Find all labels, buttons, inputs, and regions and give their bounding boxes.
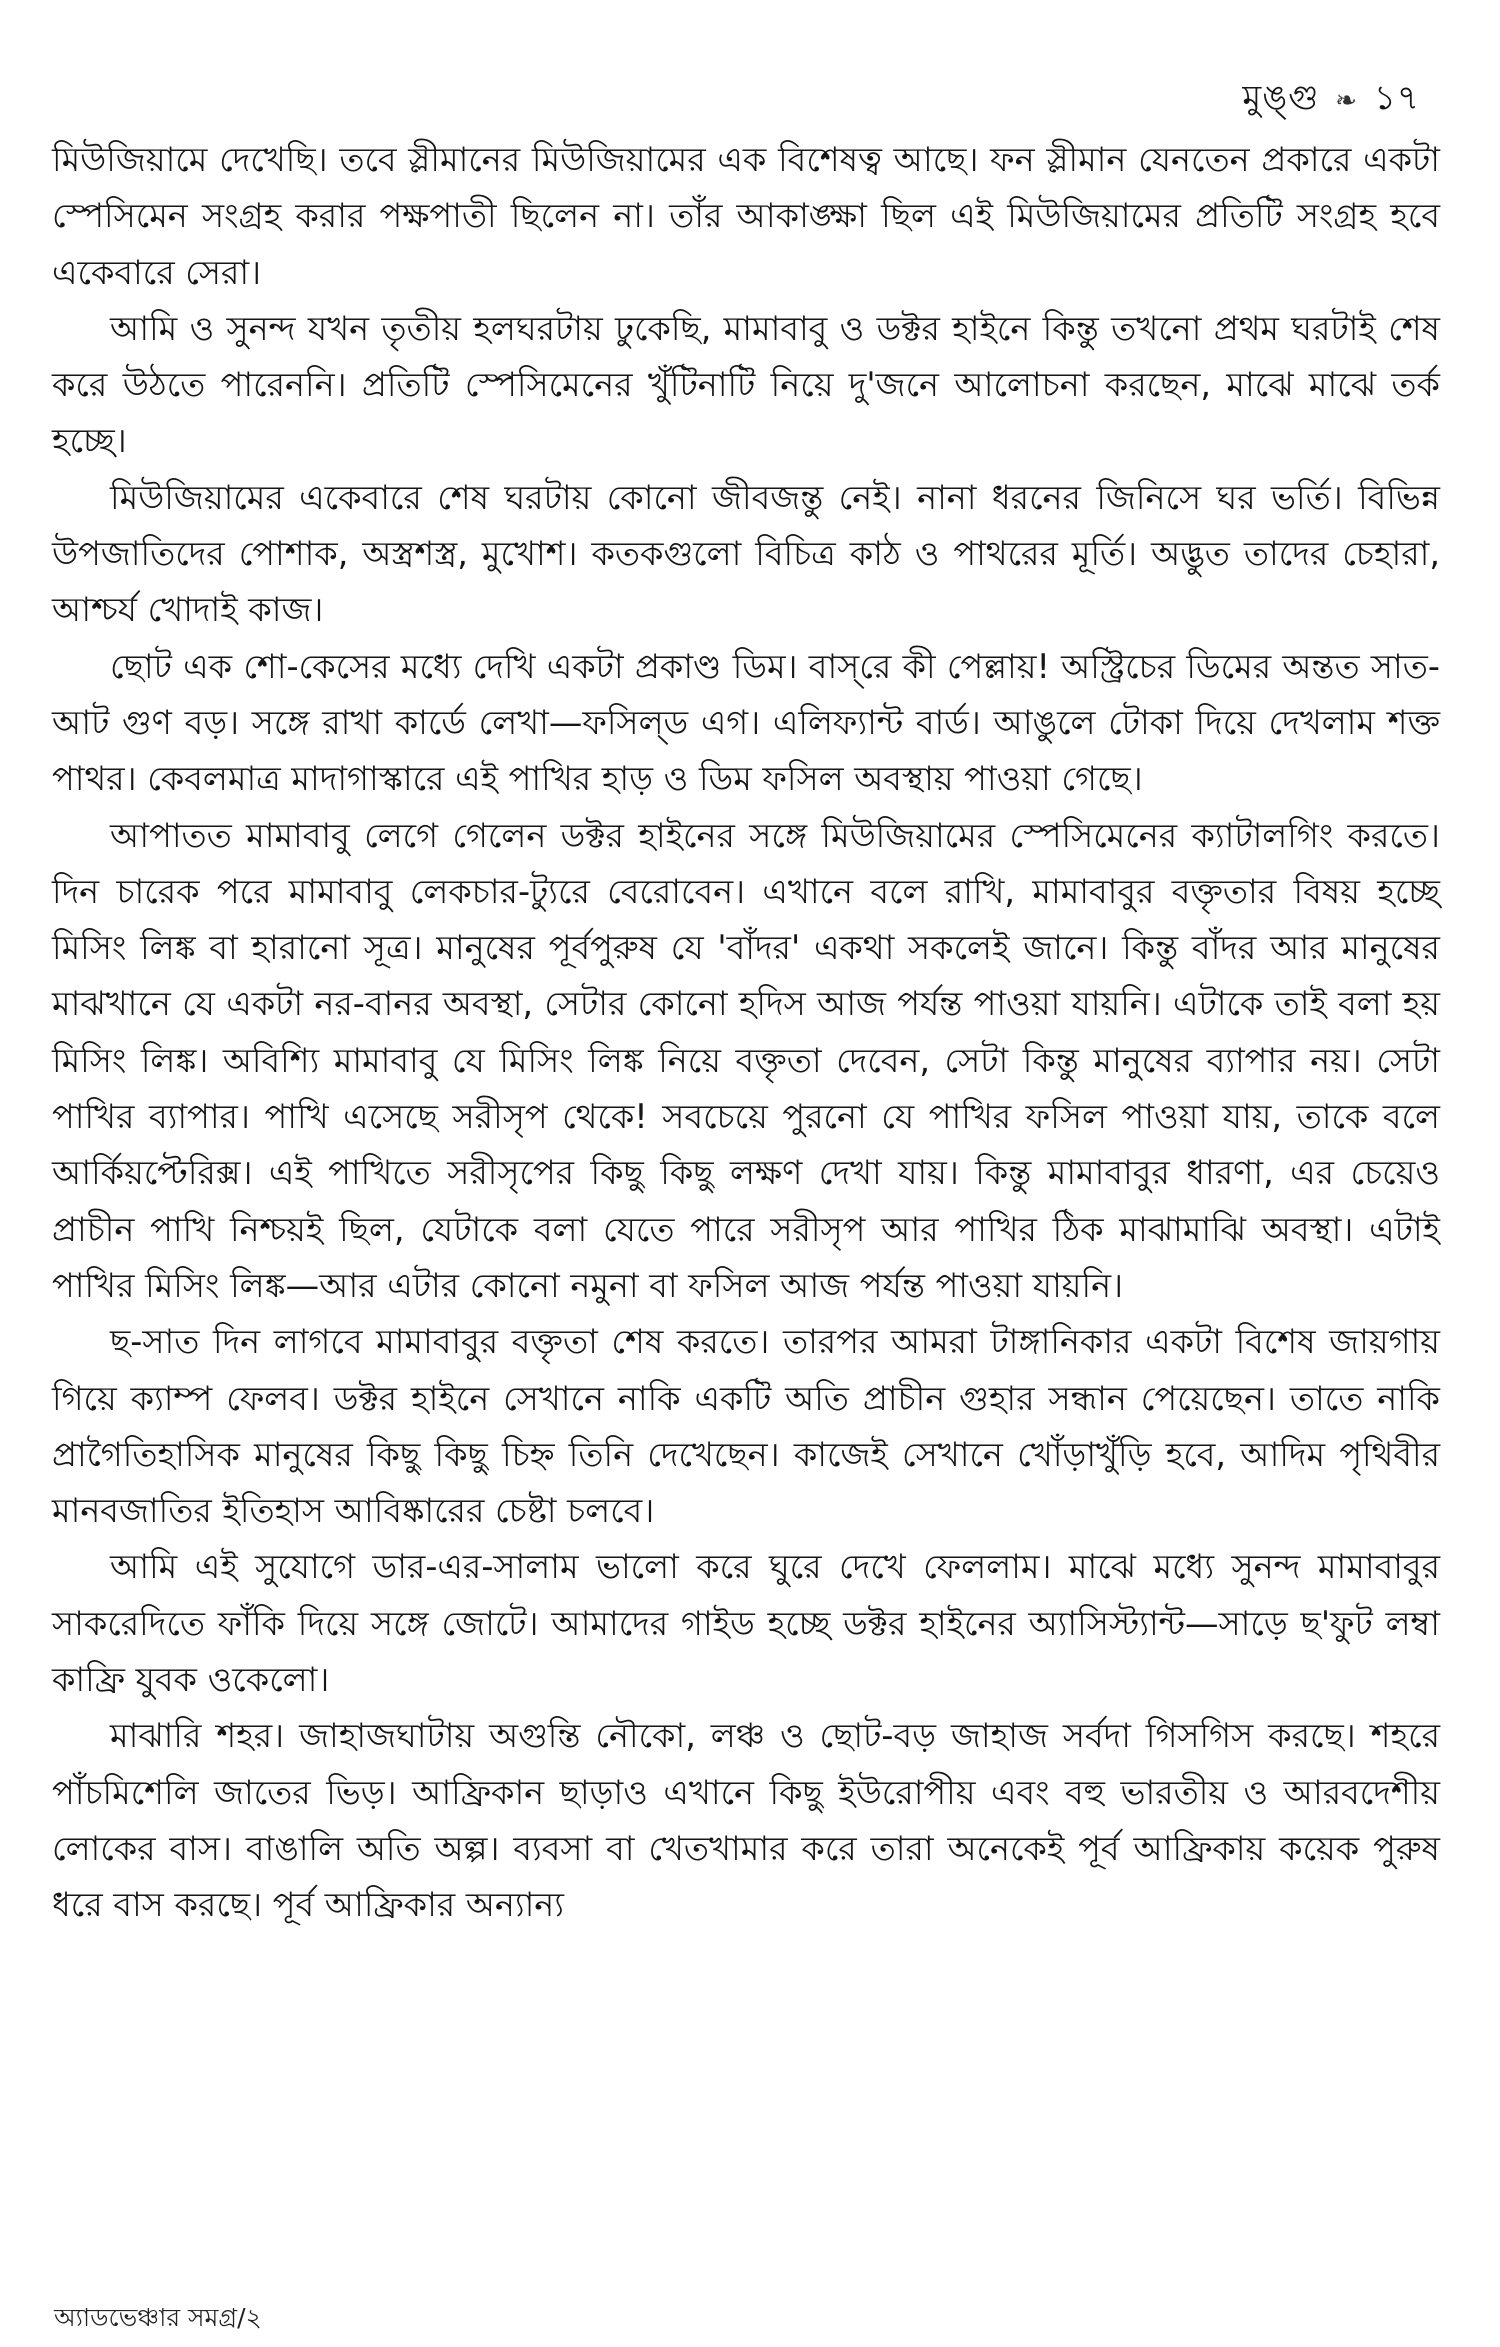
paragraph: মিউজিয়ামের একেবারে শেষ ঘরটায় কোনো জীবজন্তু নেই। নানা ধরনের জিনিসে ঘর ভর্তি। বিভিন্ন উপজাতিদের পোশাক, অস্ত্রশস্ত্র, মুখোশ। কতকগুলো বিচিত্র কাঠ ও পাথরের মূর্তি। অদ্ভুত তাদের চেহারা, আশ্চর্য খোদাই কাজ। [52,477,1440,630]
body-text [52,132,1440,1934]
ornament-icon: ❧ [1335,86,1359,116]
paragraph: ছোট এক শো-কেসের মধ্যে দেখি একটা প্রকাণ্ড ডিম। বাস্‌রে কী পেল্লায়! অস্ট্রিচের ডিমের অন্তত সাত-আট গুণ বড়। সঙ্গে রাখা কার্ডে লেখা—ফসিল্‌ড এগ। এলিফ্যান্ট বার্ড। আঙুলে টোকা দিয়ে দেখলাম শক্ত পাথর। কেবলমাত্র মাদাগাস্কারে এই পাখির হাড় ও ডিম ফসিল অবস্থায় পাওয়া গেছে। [52,646,1440,799]
paragraph: আমি ও সুনন্দ যখন তৃতীয় হলঘরটায় ঢুকেছি, মামাবাবু ও ডক্টর হাইনে কিন্তু তখনো প্রথম ঘরটাই শেষ করে উঠতে পারেননি। প্রতিটি স্পেসিমেনের খুঁটিনাটি নিয়ে দু'জনে আলোচনা করছেন, মাঝে মাঝে তর্ক হচ্ছে। [52,308,1440,461]
running-header [1242,72,1420,129]
paragraph: আপাতত মামাবাবু লেগে গেলেন ডক্টর হাইনের সঙ্গে মিউজিয়ামের স্পেসিমেনের ক্যাটালগিং করতে। দিন চারেক পরে মামাবাবু লেকচার-ট্যুরে বেরোবেন। এখানে বলে রাখি, মামাবাবুর বক্তৃতার বিষয় হচ্ছে মিসিং লিঙ্ক বা হারানো সূত্র। মানুষের পূর্বপুরুষ যে 'বাঁদর' একথা সকলেই জানে। কিন্তু বাঁদর আর মানুষের মাঝখানে যে একটা নর-বানর অবস্থা, সেটার কোনো হদিস আজ পর্যন্ত পাওয়া যায়নি। এটাকে তাই বলা হয় মিসিং লিঙ্ক। অবিশ্যি মামাবাবু যে মিসিং লিঙ্ক নিয়ে বক্তৃতা দেবেন, সেটা কিন্তু মানুষের ব্যাপার নয়। সেটা পাখির ব্যাপার। পাখি এসেছে সরীসৃপ থেকে! সবচেয়ে পুরনো যে পাখির ফসিল পাওয়া যায়, তাকে বলে আর্কিয়প্টেরিক্স। এই পাখিতে সরীসৃপের কিছু কিছু লক্ষণ দেখা যায়। কিন্তু মামাবাবুর ধারণা, এর চেয়েও প্রাচীন পাখি নিশ্চয়ই ছিল, যেটাকে বলা যেতে পারে সরীসৃপ আর পাখির ঠিক মাঝামাঝি অবস্থা। এটাই পাখির মিসিং লিঙ্ক—আর এটার কোনো নমুনা বা ফসিল আজ পর্যন্ত পাওয়া যায়নি। [52,815,1440,1305]
paragraph-continued: মিউজিয়ামে দেখেছি। তবে স্লীমানের মিউজিয়ামের এক বিশেষত্ব আছে। ফন স্লীমান যেনতেন প্রকারে একটা স্পেসিমেন সংগ্রহ করার পক্ষপাতী ছিলেন না। তাঁর আকাঙ্ক্ষা ছিল এই মিউজিয়ামের প্রতিটি সংগ্রহ হবে একেবারে সেরা। [52,140,1440,292]
page-number: ১৭ [1373,78,1420,118]
paragraph: মাঝারি শহর। জাহাজঘাটায় অগুন্তি নৌকো, লঞ্চ ও ছোট-বড় জাহাজ সর্বদা গিসগিস করছে। শহরে পাঁচমিশেলি জাতের ভিড়। আফ্রিকান ছাড়াও এখানে কিছু ইউরোপীয় এবং বহু ভারতীয় ও আরবদেশীয় লোকের বাস। বাঙালি অতি অল্প। ব্যবসা বা খেতখামার করে তারা অনেকেই পূর্ব আফ্রিকায় কয়েক পুরুষ ধরে বাস করছে। পূর্ব আফ্রিকার অন্যান্য [52,1716,1440,1925]
page-footer: অ্যাডভেঞ্চার সমগ্র/২ [54,2303,262,2332]
book-title: মুঙ্গু [1242,78,1320,118]
paragraph: আমি এই সুযোগে ডার-এর-সালাম ভালো করে ঘুরে দেখে ফেললাম। মাঝে মধ্যে সুনন্দ মামাবাবুর সাকরেদিতে ফাঁকি দিয়ে সঙ্গে জোটে। আমাদের গাইড হচ্ছে ডক্টর হাইনের অ্যাসিস্ট্যান্ট—সাড়ে ছ'ফুট লম্বা কাফ্রি যুবক ওকেলো। [52,1547,1440,1700]
paragraph: ছ-সাত দিন লাগবে মামাবাবুর বক্তৃতা শেষ করতে। তারপর আমরা টাঙ্গানিকার একটা বিশেষ জায়গায় গিয়ে ক্যাম্প ফেলব। ডক্টর হাইনে সেখানে নাকি একটি অতি প্রাচীন গুহার সন্ধান পেয়েছেন। তাতে নাকি প্রাগৈতিহাসিক মানুষের কিছু কিছু চিহ্ন তিনি দেখেছেন। কাজেই সেখানে খোঁড়াখুঁড়ি হবে, আদিম পৃথিবীর মানবজাতির ইতিহাস আবিষ্কারের চেষ্টা চলবে। [52,1322,1440,1531]
